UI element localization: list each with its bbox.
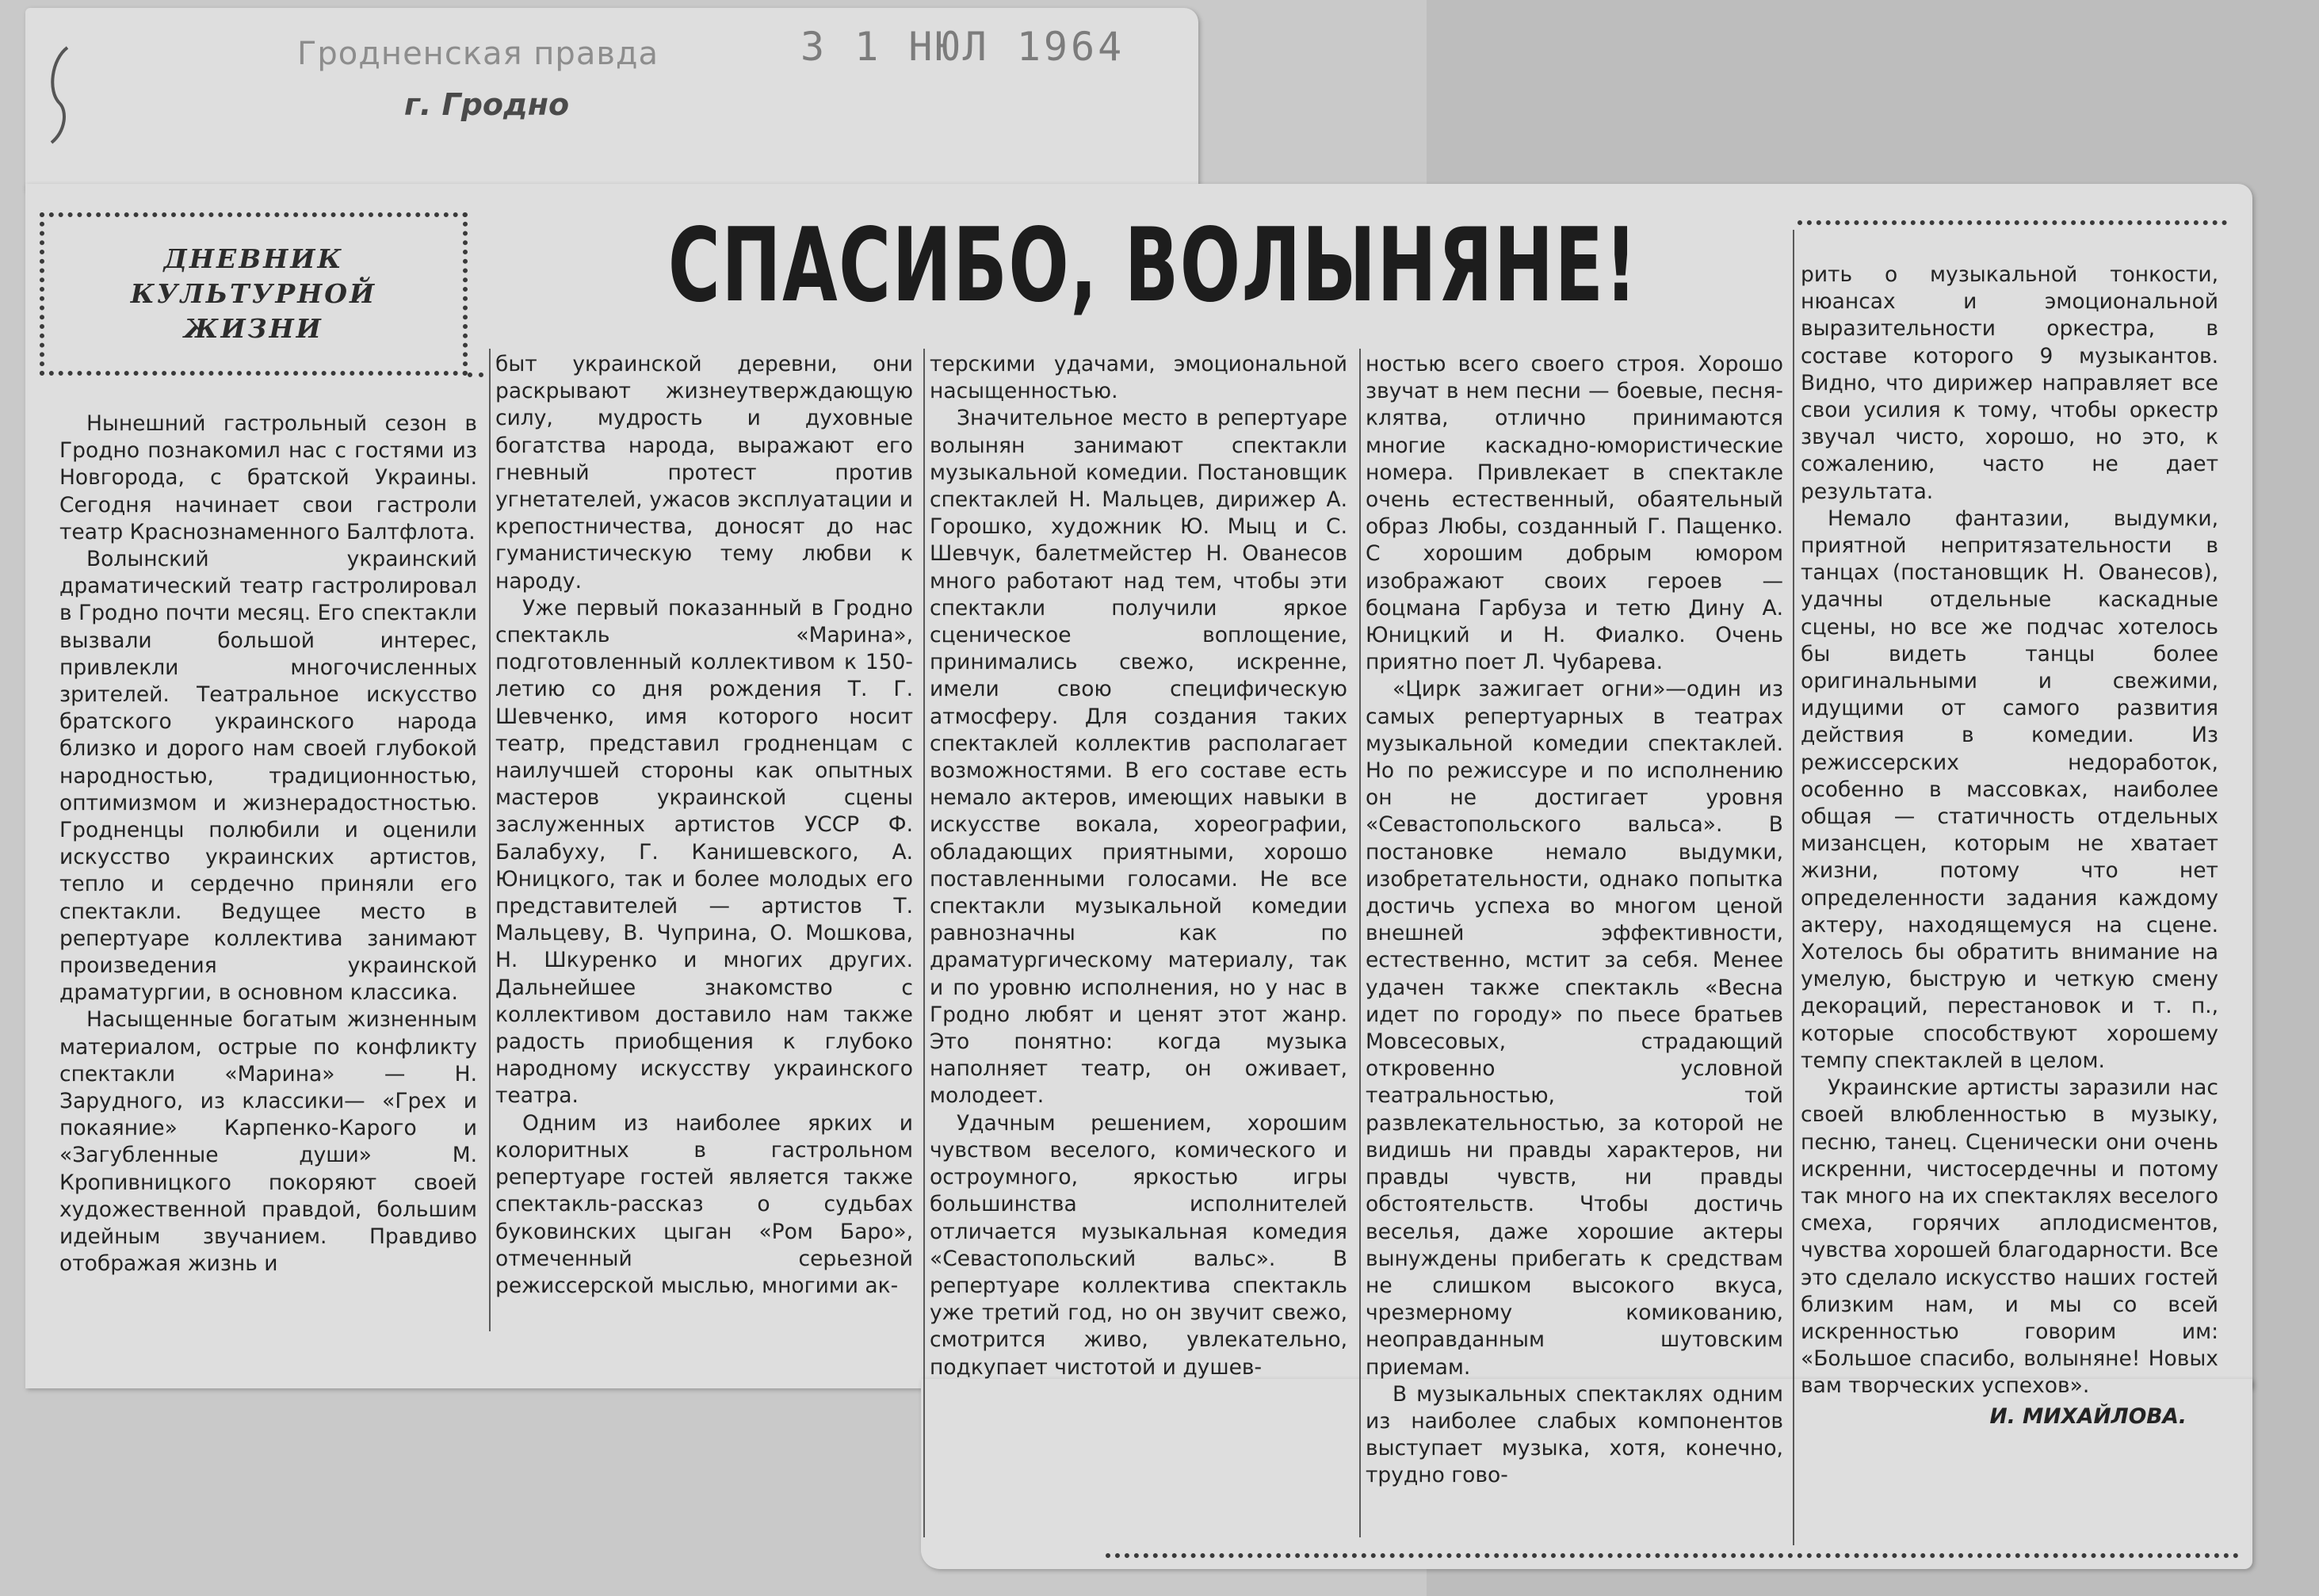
article-column-4 bbox=[1366, 351, 1783, 1490]
article-column-5 bbox=[1801, 262, 2218, 1430]
rubric-box bbox=[40, 212, 468, 376]
stamp-date: 3 1 НЮЛ 1964 bbox=[800, 24, 1125, 70]
headline: СПАСИБО, ВОЛЫНЯНЕ! bbox=[667, 206, 1639, 325]
article-column-2 bbox=[495, 351, 913, 1300]
paragraph: Немало фантазии, выдумки, приятной непритязательности в танцах (постановщик Н. Ованесов), удачны отдельные каскадные сцены, но все же подчас хотелось бы видеть танцы более оригинальными и свежими, идущими от самого развития действия в комедии. Из режиссерских недоработок, особенно в массовках, наиболее общая — статичность отдельных мизансцен, которым не хватает жизни, потому что нет определенности задания каждому актеру, находящемуся на сцене. Хотелось бы обратить внимание на умелую, быструю и четкую смену декораций, перестановок и т. п., которые способствуют хорошему темпу спектаклей в целом. bbox=[1801, 506, 2218, 1073]
column-rule bbox=[489, 349, 491, 1331]
paragraph: Нынешний гастрольный сезон в Гродно познакомил нас с гостями из Новгорода, с братской Украины. Сегодня начинает свои гастроли театр Краснознаменного Балтфлота. bbox=[59, 411, 477, 544]
column-rule bbox=[1793, 230, 1794, 1545]
paragraph: «Цирк зажигает огни»—один из самых репертуарных в театрах музыкальной комедии спектаклей. Но по режиссуре и по исполнению он не достигает уровня «Севастопольского вальса». В постановке немало выдумки, изобретательности, однако попытка достичь успеха во многом ценой внешней эффективности, естественно, мстит за себя. Менее удачен также спектакль «Весна идет по городу» по пьесе братьев Мовсесовых, страдающий откровенно условной театральностью, той развлекательностью, за которой не видишь ни правды характеров, ни правды чувств, ни правды обстоятельств. Чтобы достичь веселья, даже хорошие актеры вынуждены прибегать к средствам не слишком высокого вкуса, чрезмерному комикованию, неоправданным шутовским приемам. bbox=[1366, 677, 1783, 1380]
paragraph: Украинские артисты заразили нас своей влюбленностью в музыку, песню, танец. Сценически они очень искренни, чистосердечны и потому так много на их спектаклях веселого смеха, горячих аплодисментов, чувства хорошей благодарности. Все это сделало искусство наших гостей близким нам, и мы со всей искренностью говорим им: «Большое спасибо, волыняне! Новых вам творческих успехов». bbox=[1801, 1075, 2218, 1399]
paragraph: Уже первый показанный в Гродно спектакль «Марина», подготовленный коллективом к 150-летию со дня рождения Т. Г. Шевченко, имя которого носит театр, представил гродненцам с наилучшей стороны как опытных мастеров украинской сцены заслуженных артистов УССР Ф. Балабуху, Г. Канишевского, А. Юницкого, так и более молодых его представителей — артистов Т. Мальцеву, В. Чуприна, О. Мошкова, Н. Шкуренко и многих других. Дальнейшее знакомство с коллективом доставило нам также радость приобщения к глубоко народному искусству украинского театра. bbox=[495, 595, 913, 1109]
rubric-line: КУЛЬТУРНОЙ bbox=[130, 278, 377, 309]
paragraph: Удачным решением, хорошим чувством веселого, комического и остроумного, яркостью игры большинства исполнителей отличается музыкальная комедия «Севастопольский вальс». В репертуаре коллектива спектакль уже третий год, но он звучит свежо, смотрится живо, увлекательно, подкупает чистотой и душев- bbox=[930, 1110, 1347, 1380]
paragraph: Значительное место в репертуаре волынян занимают спектакли музыкальной комедии. Постановщик спектаклей Н. Мальцев, дирижер А. Горошко, художник Ю. Мыц и С. Шевчук, балетмейстер Н. Ованесов много работают над тем, чтобы эти спектакли получили яркое сценическое воплощение, принимались свежо, искренне, имели свою специфическую атмосферу. Для создания таких спектаклей коллектив располагает возможностями. В его составе есть немало актеров, имеющих навыки в искусстве вокала, хореографии, обладающих приятными, хорошо поставленными голосами. Не все спектакли музыкальной комедии равнозначны как по драматургическому материалу, так и по уровню исполнения, но у нас в Гродно любят и ценят этот жанр. Это понятно: когда музыка наполняет театр, он оживает, молодеет. bbox=[930, 406, 1347, 1109]
author-signature: И. МИХАЙЛОВА. bbox=[1989, 1403, 2187, 1429]
article-column-1 bbox=[59, 410, 477, 1278]
right-column-dotted-rule bbox=[1798, 220, 2227, 225]
stamp-city: г. Гродно bbox=[404, 87, 570, 122]
paragraph: В музыкальных спектаклях одним из наиболее слабых компонентов выступает музыка, хотя, конечно, трудно гово- bbox=[1366, 1381, 1783, 1488]
paragraph: быт украинской деревни, они раскрывают жизнеутверждающую силу, мудрость и духовные богатства народа, выражают его гневный протест против угнетателей, ужасов эксплуатации и крепостничества, доносят до нас гуманистическую тему любви к народу. bbox=[495, 352, 913, 594]
rubric-line: ЖИЗНИ bbox=[184, 313, 323, 344]
column-rule bbox=[1359, 349, 1361, 1537]
paragraph: Волынский украинский драматический театр гастролировал в Гродно почти месяц. Его спектакли вызвали большой интерес, привлекли многочисленных зрителей. Театральное искусство братского украинского народа близко и дорого нам своей глубокой народностью, традиционностью, оптимизмом и жизнерадостностью. Гродненцы полюбили и оценили искусство украинских артистов, тепло и сердечно приняли его спектакли. Ведущее место в репертуаре коллектива занимают произведения украинской драматургии, в основном классика. bbox=[59, 547, 477, 1006]
paragraph: ностью всего своего строя. Хорошо звучат в нем песни — боевые, песня-клятва, отлично принимаются многие каскадно-юмористические номера. Привлекает в спектакле очень естественный, обаятельный образ Любы, созданный Г. Пащенко. С хорошим добрым юмором изображают своих героев — боцмана Гарбуза и тетю Дину А. Юницкий и Н. Фиалко. Очень приятно поет Л. Чубарева. bbox=[1366, 352, 1783, 675]
paragraph: Одним из наиболее ярких и колоритных в гастрольном репертуаре гостей является также спектакль-рассказ о судьбах буковинских цыган «Ром Баро», отмеченный серьезной режиссерской мыслью, многими ак- bbox=[495, 1110, 913, 1298]
column-rule bbox=[923, 349, 925, 1537]
stamp-source: Гродненская правда bbox=[297, 36, 659, 72]
paragraph: Насыщенные богатым жизненным материалом, острые по конфликту спектакли «Марина» — Н. Зарудного, из классики— «Грех и покаяние» Карпенко-Карого и «Загубленные души» М. Кропивницкого покоряют своей художественной правдой, большим идейным звучанием. Правдиво отображая жизнь и bbox=[59, 1007, 477, 1277]
paragraph: терскими удачами, эмоциональной насыщенностью. bbox=[930, 352, 1347, 404]
rubric-dotted-rule bbox=[468, 372, 483, 377]
bottom-dotted-rule bbox=[1106, 1553, 2239, 1558]
pencil-mark bbox=[44, 44, 75, 147]
paragraph: рить о музыкальной тонкости, нюансах и эмоциональной выразительности оркестра, в составе которого 9 музыкантов. Видно, что дирижер направляет все свои усилия к тому, чтобы оркестр звучал чисто, хорошо, но это, к сожалению, часто не дает результата. bbox=[1801, 262, 2218, 504]
rubric-line: ДНЕВНИК bbox=[163, 243, 344, 274]
article-column-3 bbox=[930, 351, 1347, 1381]
